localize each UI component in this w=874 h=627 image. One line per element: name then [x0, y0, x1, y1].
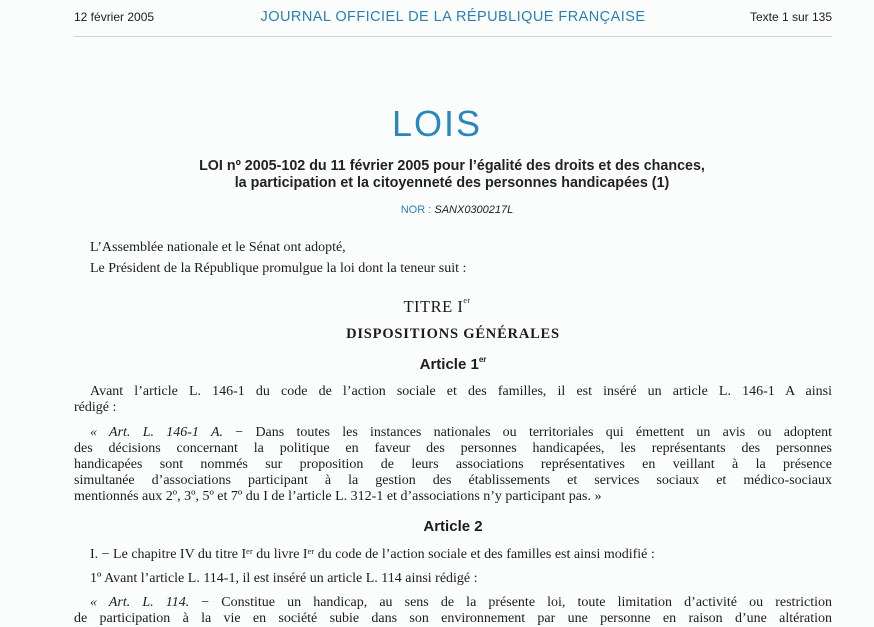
nor-code: SANX0300217L	[434, 204, 514, 216]
titre-text: TITRE I	[403, 297, 464, 316]
law-title	[0, 158, 874, 192]
journal-title: JOURNAL OFFICIEL DE LA RÉPUBLIQUE FRANÇAISE	[260, 9, 646, 25]
article-2-quote-line-2: de participation à la vie en société subie dans son environnement par une personne en raison d’une altération	[74, 611, 832, 626]
law-title-line-1: LOI nº 2005-102 du 11 février 2005 pour l’égalité des droits et des chances,	[199, 158, 705, 174]
section-title: LOIS	[391, 103, 483, 144]
article-2-quote-ref: « Art. L. 114.	[90, 595, 190, 610]
article-2-line-2: 1º Avant l’article L. 114-1, il est inséré un article L. 114 ainsi rédigé :	[90, 571, 478, 586]
article-2-quote-line-1: « Art. L. 114. − Constitue un handicap, au sens de la présente loi, toute limitation d’activité ou restriction	[90, 595, 832, 610]
header-divider	[74, 36, 832, 37]
article-1-sup: er	[478, 355, 487, 364]
publication-date: 12 février 2005	[74, 10, 155, 24]
article-1-intro-line-2: rédigé :	[74, 400, 117, 415]
text-number: Texte 1 sur 135	[749, 10, 832, 24]
article-2-quote	[74, 595, 832, 627]
article-1-intro	[74, 384, 832, 416]
nor-label: NOR :	[400, 204, 432, 216]
article-1-quote	[74, 425, 832, 505]
article-1-quote-line-1: « Art. L. 146-1 A. − Dans toutes les instances nationales ou territoriales qui émettent un avis ou adoptent	[90, 425, 832, 440]
titre-sup: er	[463, 296, 471, 305]
law-title-line-2: la participation et la citoyenneté des personnes handicapées (1)	[234, 175, 670, 191]
article-1-quote-line-5: mentionnés aux 2º, 3º, 5º et 7º du I de l’article L. 312-1 et d’associations n’y participant pas. »	[74, 489, 602, 504]
titre-label	[0, 297, 874, 317]
page-header	[74, 10, 832, 28]
titre-heading: DISPOSITIONS GÉNÉRALES	[346, 326, 560, 342]
article-1-quote-ref: « Art. L. 146-1 A.	[90, 425, 223, 440]
nor-reference	[0, 204, 874, 216]
article-1-quote-line-3: handicapées sont nommés sur proposition de leurs associations représentatives en veillant à la présence	[74, 457, 832, 472]
preamble-line-1: L’Assemblée nationale et le Sénat ont adopté,	[90, 240, 346, 255]
article-1-quote-line-2: des décisions concernant la politique en faveur des personnes handicapées, les représentants des personnes	[74, 441, 832, 456]
article-1-intro-line-1: Avant l’article L. 146-1 du code de l’action sociale et des familles, il est inséré un article L. 146-1 A ainsi	[90, 384, 832, 399]
article-1-heading	[0, 356, 874, 373]
article-2-line-1: I. − Le chapitre IV du titre Iᵉʳ du livre Iᵉʳ du code de l’action sociale et des familles est ainsi modifié :	[90, 547, 655, 562]
article-2-heading: Article 2	[423, 518, 483, 535]
preamble-line-2: Le Président de la République promulgue la loi dont la teneur suit :	[90, 261, 467, 276]
article-1-quote-line-4: simultanée d’associations participant à la gestion des établissements et services sociaux et médico-sociaux	[74, 473, 832, 488]
article-1-label: Article 1	[419, 356, 479, 373]
